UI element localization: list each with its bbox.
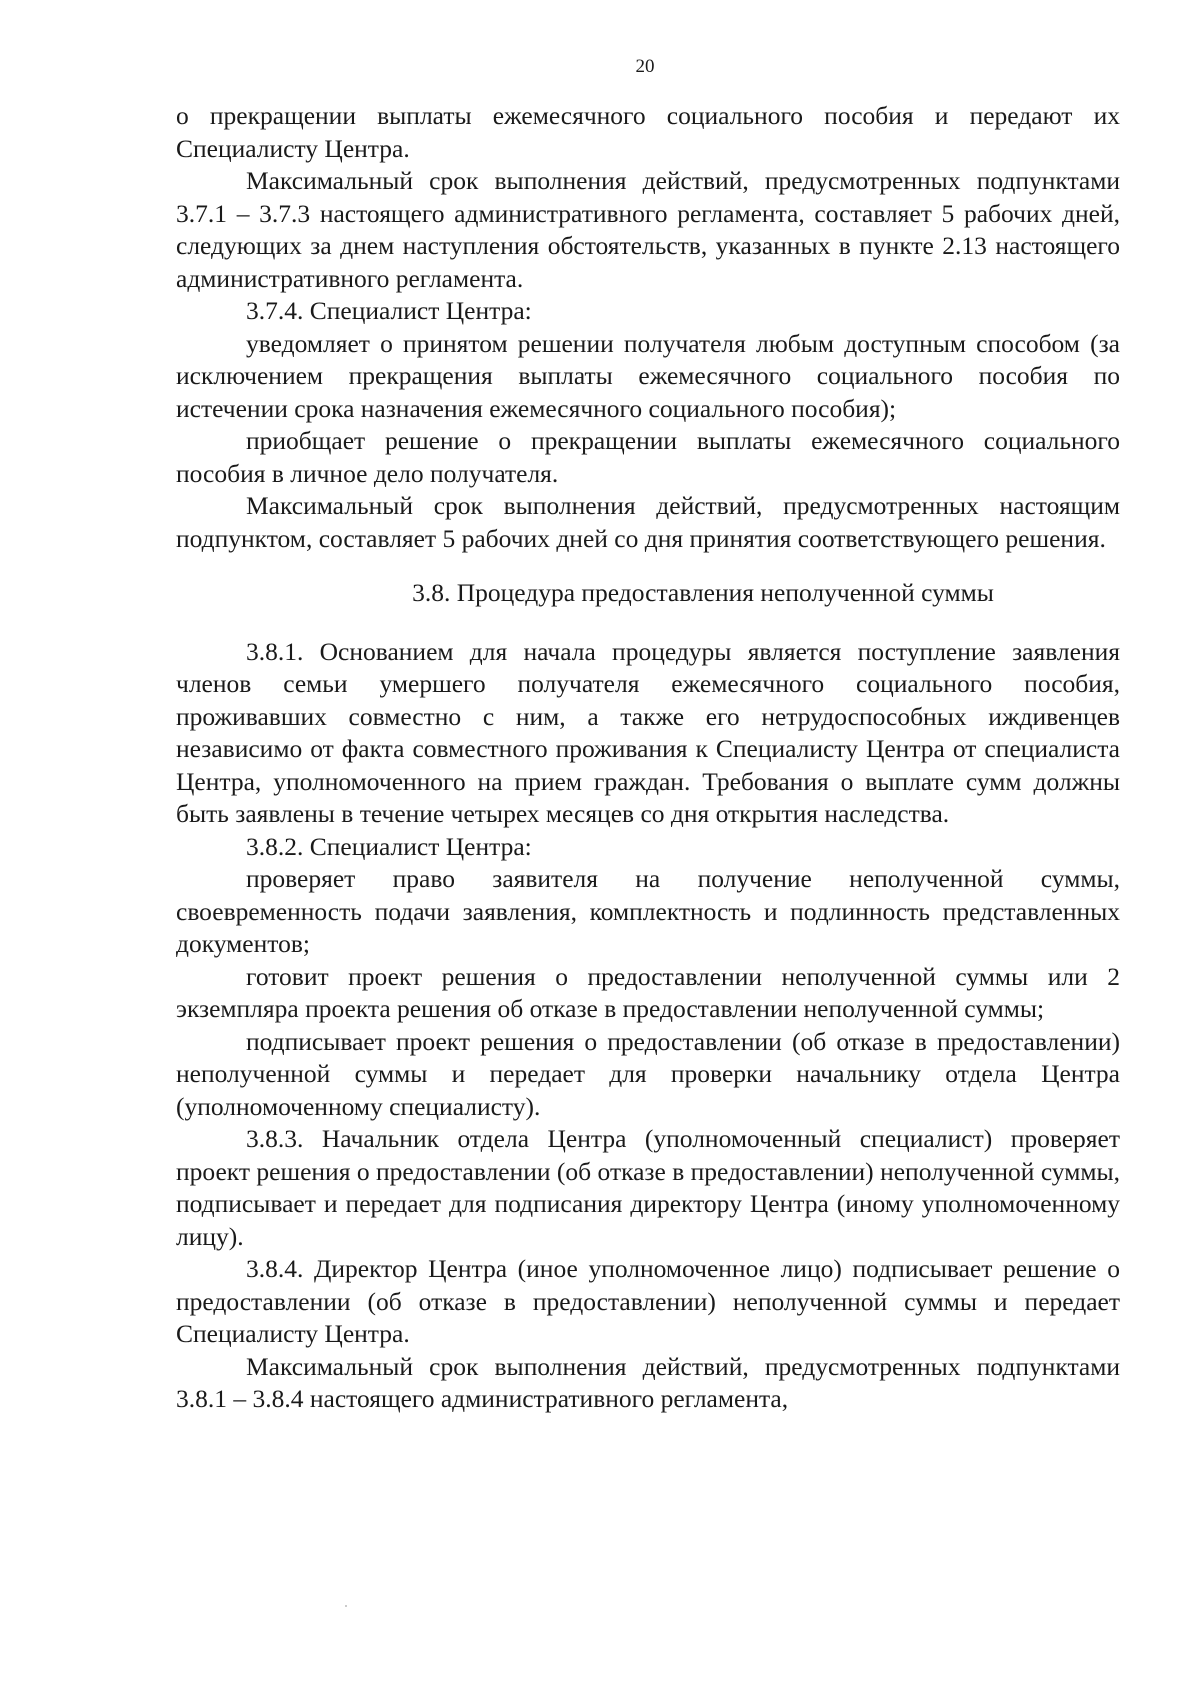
paragraph: проверяет право заявителя на получение неполученной суммы, своевременность подачи заявления, комплектность и подлинность представленных документов; <box>176 864 1120 958</box>
paragraph: 3.8.4. Директор Центра (иное уполномоченное лицо) подписывает решение о предоставлении (об отказе в предоставлении) неполученной суммы и передает Специалисту Центра. <box>176 1254 1120 1348</box>
scan-speck <box>345 1605 347 1607</box>
paragraph: 3.8.2. Специалист Центра: <box>246 831 532 861</box>
section-heading: 3.8. Процедура предоставления неполученной суммы <box>412 578 994 607</box>
page-number: 20 <box>635 56 655 77</box>
paragraph: 3.8.1. Основанием для начала процедуры является поступление заявления членов семьи умершего получателя ежемесячного социального пособия, проживавших совместно с ним, а также его нетрудоспособных иждивенцев независимо от факта совместного проживания к Специалисту Центра от специалиста Центра, уполномоченного на прием граждан. Требования о выплате сумм должны быть заявлены в течение четырех месяцев со дня открытия наследства. <box>176 636 1120 828</box>
document-body <box>176 100 1120 1416</box>
paragraph: Максимальный срок выполнения действий, предусмотренных подпунктами 3.8.1 – 3.8.4 настоящего административного регламента, <box>176 1351 1120 1413</box>
paragraph: подписывает проект решения о предоставлении (об отказе в предоставлении) неполученной суммы и передает для проверки начальнику отдела Центра (уполномоченному специалисту). <box>176 1026 1120 1121</box>
paragraph: уведомляет о принятом решении получателя любым доступным способом (за исключением прекращения выплаты ежемесячного социального пособия по истечении срока назначения ежемесячного социального пособия); <box>176 328 1120 423</box>
paragraph: готовит проект решения о предоставлении неполученной суммы или 2 экземпляра проекта решения об отказе в предоставлении неполученной суммы; <box>176 961 1120 1023</box>
paragraph: о прекращении выплаты ежемесячного социального пособия и передают их Специалисту Центра. <box>176 101 1120 163</box>
paragraph: Максимальный срок выполнения действий, предусмотренных настоящим подпунктом, составляет 5 рабочих дней со дня принятия соответствующего решения. <box>176 491 1120 553</box>
paragraph: 3.8.3. Начальник отдела Центра (уполномоченный специалист) проверяет проект решения о предоставлении (об отказе в предоставлении) неполученной суммы, подписывает и передает для подписания директору Центра (иному уполномоченному лицу). <box>176 1124 1120 1251</box>
paragraph: 3.7.4. Специалист Центра: <box>246 296 532 325</box>
paragraph: приобщает решение о прекращении выплаты ежемесячного социального пособия в личное дело получателя. <box>176 426 1120 488</box>
paragraph: Максимальный срок выполнения действий, предусмотренных подпунктами 3.7.1 – 3.7.3 настоящего административного регламента, составляет 5 рабочих дней, следующих за днем наступления обстоятельств, указанных в пункте 2.13 настоящего административного регламента. <box>176 166 1120 293</box>
